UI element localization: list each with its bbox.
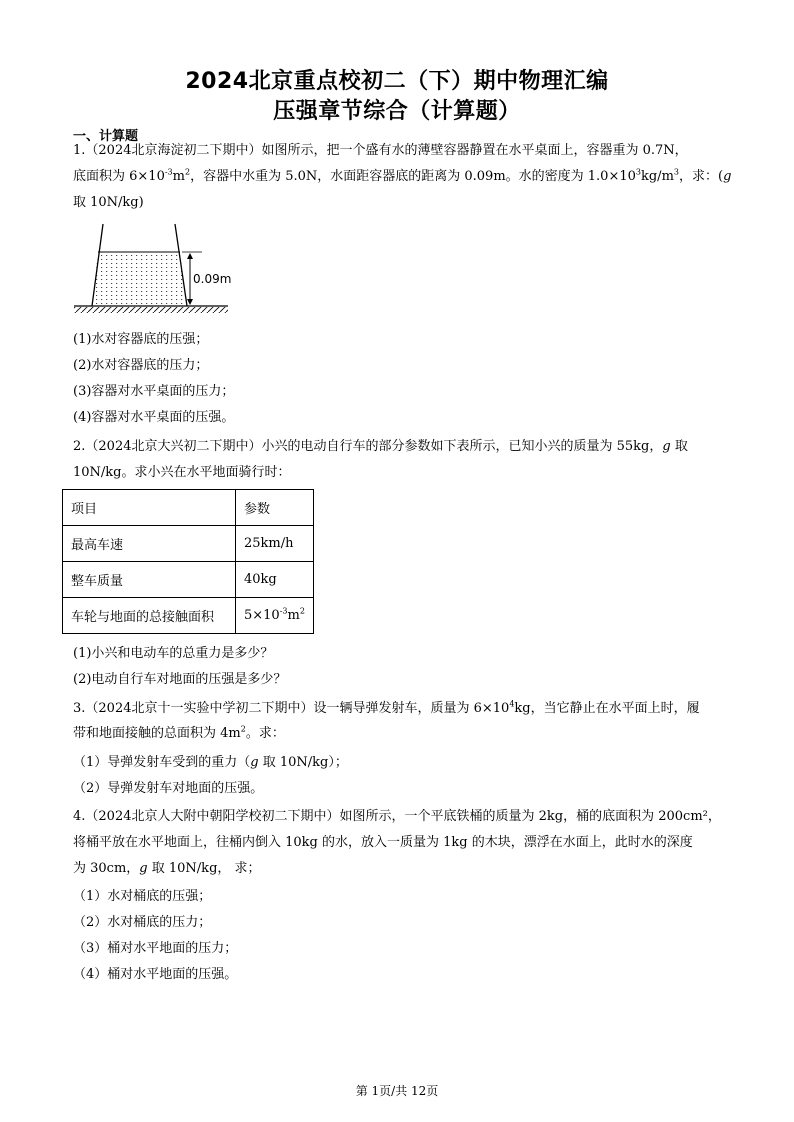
table-row bbox=[63, 526, 314, 562]
parameter-table bbox=[62, 489, 314, 634]
q2-sub1: (1)小兴和电动车的总重力是多少？ bbox=[73, 646, 274, 661]
table-header-row bbox=[63, 490, 314, 526]
table-header-cell: 参数 bbox=[236, 490, 314, 526]
q4-line1: 4.（2024北京人大附中朝阳学校初二下期中）如图所示，一个平底铁桶的质量为 2kg，桶的底面积为 200cm²， bbox=[73, 809, 721, 824]
q1-line1: 1.（2024北京海淀初二下期中）如图所示，把一个盛有水的薄壁容器静置在水平桌面上，容器重为 0.7N， bbox=[73, 143, 688, 158]
q1-line3: 取 10N/kg) bbox=[73, 195, 144, 210]
q3-line2: 带和地面接触的总面积为 $4m^2$。求： bbox=[73, 724, 285, 741]
table-cell: 40kg bbox=[236, 562, 314, 598]
q4-sub2: （2）水对桶底的压力； bbox=[73, 915, 212, 930]
container-figure bbox=[70, 222, 235, 314]
table-cell: 25km/h bbox=[236, 526, 314, 562]
table-cell: $5\times 10^{-3}m^2$ bbox=[236, 598, 314, 634]
q4-sub3: （3）桶对水平地面的压力； bbox=[73, 941, 238, 956]
q3-sub2: （2）导弹发射车对地面的压强。 bbox=[73, 781, 264, 796]
q3-line1: 3.（2024北京十一实验中学初二下期中）设一辆导弹发射车，质量为 $6\times 10^4kg$，当它静止在水平面上时，履 bbox=[73, 699, 700, 716]
table-cell: 最高车速 bbox=[63, 526, 236, 562]
table-header-cell: 项目 bbox=[63, 490, 236, 526]
q4-sub1: （1）水对桶底的压强； bbox=[73, 889, 212, 904]
table-cell: 车轮与地面的总接触面积 bbox=[63, 598, 236, 634]
q2-sub2: (2)电动自行车对地面的压强是多少？ bbox=[73, 672, 287, 687]
q2-line1: 2.（2024北京大兴初二下期中）小兴的电动自行车的部分参数如下表所示，已知小兴的质量为 55kg，g 取 bbox=[73, 439, 688, 454]
table-cell: 整车质量 bbox=[63, 562, 236, 598]
q2-line2: 10N/kg。求小兴在水平地面骑行时： bbox=[73, 465, 291, 480]
q1-sub4: (4)容器对水平桌面的压强。 bbox=[73, 410, 235, 425]
q1-line2: 底面积为 $6\times 10^{-3}m^2$，容器中水重为 5.0N，水面距容器底的距离为 0.09m。水的密度为 $1.0\times 10^3kg/m^3$，求：(g bbox=[73, 167, 732, 184]
section-heading: 一、计算题 bbox=[73, 129, 139, 144]
q1-sub2: (2)水对容器底的压力； bbox=[73, 358, 209, 373]
q4-sub4: （4）桶对水平地面的压强。 bbox=[73, 967, 238, 982]
q3-sub1: （1）导弹发射车受到的重力（g 取 10N/kg）； bbox=[73, 755, 348, 770]
q1-sub3: (3)容器对水平桌面的压力； bbox=[73, 384, 235, 399]
q1-sub1: (1)水对容器底的压强； bbox=[73, 332, 209, 347]
depth-label: 0.09m bbox=[193, 272, 232, 286]
page-footer: 第 1页/共 12页 bbox=[355, 1084, 439, 1098]
q4-line2: 将桶平放在水平地面上，往桶内倒入 10kg 的水，放入一质量为 1kg 的木块，漂浮在水面上，此时水的深度 bbox=[73, 835, 693, 850]
table-row bbox=[63, 562, 314, 598]
table-row bbox=[63, 598, 314, 634]
document-title-line1: 2024北京重点校初二（下）期中物理汇编 bbox=[185, 69, 609, 94]
q4-line3: 为 30cm，g 取 10N/kg， 求； bbox=[73, 861, 261, 876]
document-title-line2: 压强章节综合（计算题） bbox=[273, 99, 521, 124]
